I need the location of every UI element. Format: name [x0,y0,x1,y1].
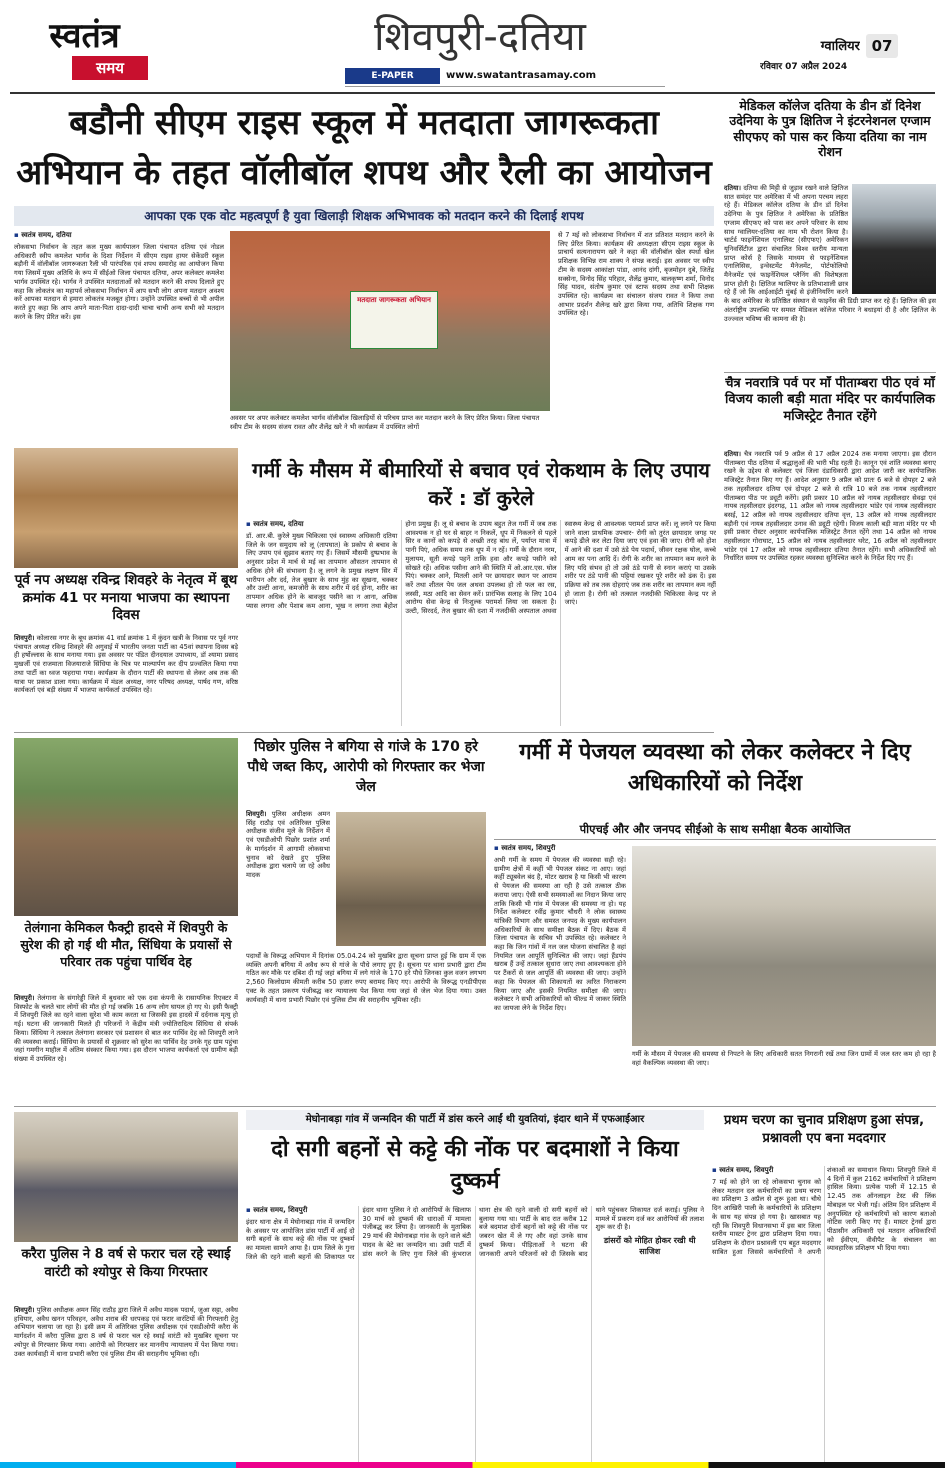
karera-headline: करैरा पुलिस ने 8 वर्ष से फरार चल रहे स्थाई वारंटी को श्योपुर से किया गिरफ्तार [21,1247,231,1280]
telangana-lead: शिवपुरी। [14,994,35,1002]
karera-lead: शिवपुरी। [14,1306,35,1314]
dance-body: इंदार थाना क्षेत्र में मेघोनाबड़ा गांव में जन्मदिन के अवसर पर आयोजित डांस पार्टी में आईं दो सगी बहनों के साथ कट्टे की नोंक पर दुष्कर्म का मामला सामने आया है। ग्राम जिले के गुना जिले की रहने वाली बहनों की शिकायत पर इंदार थाना पुलिस ने दो आरोपियों के खिलाफ 30 मार्च को दुष्कर्म की धाराओं में मामला पंजीबद्ध कर लिया है। जानकारी के मुताबिक 29 मार्च की मेघोनाबड़ा गांव के रहने वाले बंटी यादव के बेटे का जन्मदिन था। उसी पार्टी में डांस करने के लिए गुना जिले की कुंभराज थाना क्षेत्र की रहने वाली दो सगी बहनों को बुलाया गया था। पार्टी के बाद रात करीब 12 बजे बदमाश दोनों बहनों को कट्टे की नोंक पर जबरन खेत में ले गए और वहां उनके साथ दुष्कर्म किया। पीड़िताओं ने घटना की जानकारी अपने परिजनों को दी जिसके बाद थाने पहुंचकर शिकायत दर्ज कराई। पुलिस ने मामले में प्रकरण दर्ज कर आरोपियों की तलाश शुरू कर दी है। [246,1206,704,1261]
pichhore-body-bottom: पदार्थों के विरूद्ध अभियान में दिनांक 05.04.24 को मुखबिर द्वारा सूचना प्राप्त हुई कि ग्राम में एक व्यक्ति अपनी बगिया में अवैध रूप से गांजे के पौधे लगाए हुए है। सूचना पर थाना प्रभारी द्वारा टीम गठित कर मौके पर दबिश दी गई जहां बगिया में लगे गांजे के 170 हरे पौधे जिनका कुल वजन लगभग 2,560 किलोग्राम कीमती करीब 50 हजार रुपए बरामद किए गए। आरोपी के विरूद्ध एनडीपीएस एक्ट के तहत प्रकरण पंजीबद्ध कर न्यायालय पेश किया गया जहां से जेल भेज दिया गया। उक्त कार्यवाही में थाना प्रभारी पिछोर एवं पुलिस टीम की सराहनीय भूमिका रही। [246,952,486,1004]
website[interactable]: www.swatantrasamay.com [446,70,597,81]
lead-body-col1: लोकसभा निर्वाचन के तहत कल मुख्य कार्यपालन जिला पंचायत दतिया एवं नोडल अधिकारी स्वीप कमलेश भार्गव के दिशा निर्देशन में सीएम राइस हायर सेकेंडरी स्कूल बड़ौनी में वॉलीबॉल जागरूकता रैली भी पारंपरिक एवं शपथ समारोह का आयोजन किया गया जिसमें मुख्य अतिथि के रूप में सीईओ जिला पंचायत दतिया, अपर कलेक्टर कमलेश भार्गव उपस्थित रहे। भार्गव ने उपस्थित मतदाताओं को मतदान करने की शपथ दिलाते हुए कहा कि लोकतंत्र का महापर्व लोकसभा निर्वाचन में आप सभी लोग अपना मतदान अवश्य करें आपका मतदान से हमारा लोकतंत्र मजबूत होगा। उन्होंने उपस्थित बच्चों से भी अपील करते हुए कहा कि आप अपने माता-पिता दादा-दादी चाचा चाची अन्य सभी को मतदान करने के लिए प्रेरित करें। इस [14,243,224,321]
bjp-lead: शिवपुरी। [14,634,35,642]
logo [12,16,157,82]
logo-top: स्वतंत्र [49,16,120,56]
bjp-story [14,448,238,726]
water-story: गर्मी में पेजयल व्यवस्था को लेकर कलेक्टर ने दिए अधिकारियों को निर्देश पीएचई और और जनपद सीईओ के साथ समीक्षा बैठक आयोजित ▪ स्वतंत्र समय, शिवपुरी अभी गर्मी के समय में पेयजल की व्यवस्था सही रहे। ग्रामीण क्षेत्रों में कहीं भी पेयजल संकट ना आए। जहां कहीं ट्यूबवेल बंद है, मोटर खराब है या किसी भी कारण से पेयजल की समस्या आ रही है उसे तत्काल ठीक कराया जाए। ऐसी सभी समस्याओं का निदान किया जाए ताकि किसी भी गांव में पेयजल की समस्या ना हो। यह निर्देश कलेक्टर रवींद्र कुमार चौधरी ने लोक स्वास्थ्य यांत्रिकी विभाग और समस्त जनपद के मुख्य कार्यपालन अधिकारियों के साथ समीक्षा बैठक में दिए। बैठक में जिला पंचायत के सचिव भी उपस्थित रहे। कलेक्टर ने कहा कि जिन गांवों में नल जल योजना संचालित है वहां नियमित जल आपूर्ति सुनिश्चित की जाए। जहां हैंडपंप खराब हैं उन्हें तत्काल सुधारा जाए तथा आवश्यकता होने पर टैंकरों से जल आपूर्ति की व्यवस्था की जाए। उन्होंने कहा कि पेयजल की शिकायतों का त्वरित निराकरण किया जाए और इसकी नियमित समीक्षा की जाए। कलेक्टर ने सभी अधिकारियों को फील्ड में जाकर स्थिति का जायजा लेने के निर्देश दिए। गर्मी के मौसम में पेयजल की समस्या से निपटने के लिए अधिकारी सतत निगरानी रखें तथा जिन ग्रामों में जल स्तर कम हो रहा है वहां वैकल्पिक व्यवस्था की जाए। [494,738,936,1100]
bjp-body: कोलारस नगर के बूथ क्रमांक 41 वार्ड क्रमांक 1 में कुंदन खत्री के निवास पर पूर्व नगर पंचायत अध्यक्ष रविन्द्र शिवहरे की अगुवाई में भारतीय जनता पार्टी का 45वां स्थापना दिवस बड़े ही हर्षोल्लास के साथ मनाया गया। इस अवसर पर पंडित दीनदयाल उपाध्याय, डॉ श्यामा प्रसाद मुखर्जी एवं राजमाता विजयाराजे सिंधिया के चित्र पर माल्यार्पण कर दीप प्रज्वलित किया गया तथा पार्टी का ध्वज फहराया गया। कार्यक्रम के दौरान पार्टी की स्थापना से लेकर अब तक की यात्रा पर प्रकाश डाला गया। कार्यक्रम में मंडल अध्यक्ष, नगर परिषद अध्यक्ष, पार्षद गण, वरिष्ठ कार्यकर्ता एवं बड़ी संख्या में भाजपा कार्यकर्ता उपस्थित रहे। [14,634,238,695]
navratri-lead: दतिया। [724,450,741,458]
karera-body: पुलिस अधीक्षक अमन सिंह राठौड़ द्वारा जिले में अवैध मादक पदार्थ, जुआ सट्टा, अवैध हथियार, अवैध खनन परिवहन, अवैध शराब की धरपकड़ एवं फरार वारंटियों की गिरफ्तारी हेतु अभियान चलाया जा रहा है। इसी क्रम में अतिरिक्त पुलिस अधीक्षक एवं एसडीओपी करैरा के मार्गदर्शन में करैरा पुलिस द्वारा 8 वर्ष से फरार चल रहे स्थाई वारंटी को मुखबिर सूचना पर श्योपुर से गिरफ्तार किया गया। आरोपी को गिरफ्तार कर माननीय न्यायालय में पेश किया गया। उक्त कार्यवाही में थाना प्रभारी करैरा एवं पुलिस टीम की सराहनीय भूमिका रही। [14,1306,238,1358]
logo-bottom: समय [72,56,148,80]
dance-subhead: डांसरों को मोहित होकर रखी थी साजिश [603,1236,696,1256]
training-byline: ▪ स्वतंत्र समय, शिवपुरी [712,1166,821,1175]
pichhore-story [246,738,486,1100]
telangana-headline: तेलंगाना केमिकल फैक्ट्री हादसे में शिवपुरी के सुरेश की हो गई थी मौत, सिंधिया के प्रयासों से परिवार तक पहुंचा पार्थिव देह [20,920,232,969]
summer-headline: गर्मी के मौसम में बीमारियों से बचाव एवं रोकथाम के लिए उपाय करें : डॉ कुरेले [252,458,710,510]
karera-photo [14,1112,238,1242]
lead-subhead: आपका एक एक वोट महत्वपूर्ण है युवा खिलाड़ी शिक्षक अभिभावक को मतदान करने की दिलाई शपथ [14,206,714,226]
lead-caption: अवसर पर अपर कलेक्टर कमलेश भार्गव वॉलीबॉल खिलाड़ियों से परिचय प्राप्त कर मतदान करने के लिए प्रेरित किया। जिला पंचायत स्वीप टीम के सदस्य संजय रावत और शैलेंद्र खरे ने भी कार्यक्रम में उपस्थित लोगों [230,414,540,431]
medical-lead: दतिया। [724,184,741,192]
pichhore-body-top: पुलिस अधीक्षक अमन सिंह राठौड़ एवं अतिरिक्त पुलिस अधीक्षक संजीव मुले के निर्देशन में एवं एसडीओपी पिछोर प्रशांत शर्मा के मार्गदर्शन में आगामी लोकसभा चुनाव को देखते हुए पुलिस अधीक्षक द्वारा चलाये जा रहे अवैध मादक [246,810,330,879]
bjp-photo [14,448,238,568]
telangana-story [14,738,238,1100]
bjp-headline: पूर्व नप अध्यक्ष रविन्द्र शिवहरे के नेतृत्व में बूथ क्रमांक 41 पर मनाया भाजपा का स्थापना दिवस [14,572,238,624]
training-headline: प्रथम चरण का चुनाव प्रशिक्षण हुआ संपन्न, प्रश्नावली एप बना मददगार [723,1113,925,1147]
epaper-label: E-PAPER [345,68,440,84]
telangana-photo [14,738,238,916]
lead-byline: ▪ स्वतंत्र समय, दतिया [14,231,224,240]
edition-title: शिवपुरी-दतिया [374,14,586,60]
dance-story [246,1110,704,1462]
summer-story [246,456,716,726]
medical-body: दतिया की मिट्टी से जुड़ाव रखने वाले क्षितिज सात समंदर पार अमेरिका में भी अपना परचम लहरा रहे हैं। मेडिकल कॉलेज दतिया के डीन डॉ दिनेश उदेनिया के पुत्र क्षितिज ने अमेरिका के प्रतिष्ठित एग्जाम सीएफए को पास कर अपने परिवार के साथ साथ ग्वालियर-दतिया का नाम भी रोशन किया है। चार्टर्ड फाइनेंशियल एनालिस्ट (सीएफए) अमेरिकन यूनिवर्सिटीज द्वारा संचालित विश्व स्तरीय मान्यता प्राप्त कोर्स है जिसके माध्यम से फाइनेंशियल एनालिसिस, इन्वेस्टमेंट मैनेजमेंट, पोर्टफोलियो मैनेजमेंट एवं फाइनेंशियल प्लैनिंग की विशेषज्ञता प्राप्त होती है। क्षितिज ग्वालियर के प्रतिभाशाली छात्र रहे हैं जो कि आईआईटी मुंबई से इंजीनियरिंग करने के बाद अमेरिका के प्रतिष्ठित संस्थान से फाइनेंस की डिग्री प्राप्त कर रहे हैं। क्षितिज की इस अंतर्राष्ट्रीय उपलब्धि पर समस्त मेडिकल कॉलेज परिवार ने बधाइयां दी है और क्षितिज के उज्ज्वल भविष्य की कामना की है। [724,184,936,323]
navratri-story [724,376,936,736]
lead-body-col3: से 7 मई को लोकसभा निर्वाचन में शत प्रतिशत मतदान करने के लिए प्रेरित किया। कार्यक्रम की अध्यक्षता सीएम राइस स्कूल के प्राचार्य सत्यनारायण खरे ने कहा की वॉलीबॉल खेल स्पर्धा खेल प्रशिक्षक विभिन्न राम शाक्य ने संपन्न कराई। इस अवसर पर स्वीप टीम के सदस्य आकांक्षा पांडा, आनंद दांगी, बृजमोहन दुबे, जितेंद्र सक्सेना, विनोद सिंह परिहार, शैलेंद्र कुमार, बालकृष्ण शर्मा, विनोद सिंह यादव, संतोष कुमार एवं स्टाफ सदस्य तथा सभी शिक्षक उपस्थित रहे। कार्यक्रम का संचालन संजय रावत ने किया तथा आभार प्रदर्शन शैलेन्द्र खरे द्वारा किया गया, अतिथि शिक्षक गण उपस्थित रहे। [558,231,714,318]
lead-story [14,98,714,453]
medical-story [724,98,936,368]
city: ग्वालियर [820,39,860,54]
dance-headline: दो सगी बहनों से कट्टे की नोंक पर बदमाशों ने किया दुष्कर्म [271,1137,679,1194]
training-body: 7 मई को होने जा रहे लोकसभा चुनाव को लेकर मतदान दल कर्मचारियों का प्रथम चरण का प्रशिक्षण 3 अप्रैल से शुरू हुआ था। चौथे दिन आखिरी पाली के कर्मचारियों के प्रशिक्षण के साथ यह संपन्न हो गया है। खासबात यह रही कि शिवपुरी विधानसभा में इस बार जिला स्तरीय मास्टर ट्रेनर द्वारा प्रशिक्षण दिया गया। प्रशिक्षण के दौरान प्रश्नावली एप बहुत मददगार साबित हुआ जिससे कर्मचारियों ने अपनी शंकाओं का समाधान किया। शिवपुरी जिले में 4 दिनों में कुल 2162 कर्मचारियों ने प्रशिक्षण हासिल किया। प्रत्येक पाली में 12.15 से 12.45 तक ऑनलाइन टेस्ट की लिंक मोबाइल पर भेजी गई। अंतिम दिन प्रशिक्षण में अनुपस्थित रहे कर्मचारियों को कारण बताओ नोटिस जारी किए गए हैं। मास्टर ट्रेनर्स द्वारा पीठासीन अधिकारी एवं मतदान अधिकारियों को ईवीएम, वीवीपैट के संचालन का व्यावहारिक प्रशिक्षण भी दिया गया। [712,1166,936,1256]
color-registration-strip [0,1462,945,1468]
banner-text: मतदाता जागरूकता अभियान [357,296,431,304]
dance-byline: ▪ स्वतंत्र समय, शिवपुरी [246,1206,355,1215]
water-headline: गर्मी में पेजयल व्यवस्था को लेकर कलेक्टर ने दिए अधिकारियों को निर्देश [519,740,911,796]
banner [350,291,438,349]
summer-byline: ▪ स्वतंत्र समय, दतिया [246,520,397,529]
water-body: अभी गर्मी के समय में पेयजल की व्यवस्था सही रहे। ग्रामीण क्षेत्रों में कहीं भी पेयजल संकट ना आए। जहां कहीं ट्यूबवेल बंद है, मोटर खराब है या किसी भी कारण से पेयजल की समस्या आ रही है उसे तत्काल ठीक कराया जाए। ऐसी सभी समस्याओं का निदान किया जाए ताकि किसी भी गांव में पेयजल की समस्या ना हो। यह निर्देश कलेक्टर रवींद्र कुमार चौधरी ने लोक स्वास्थ्य यांत्रिकी विभाग और समस्त जनपद के मुख्य कार्यपालन अधिकारियों के साथ समीक्षा बैठक में दिए। बैठक में जिला पंचायत के सचिव भी उपस्थित रहे। कलेक्टर ने कहा कि जिन गांवों में नल जल योजना संचालित है वहां नियमित जल आपूर्ति सुनिश्चित की जाए। जहां हैंडपंप खराब हैं उन्हें तत्काल सुधारा जाए तथा आवश्यकता होने पर टैंकरों से जल आपूर्ति की व्यवस्था की जाए। उन्होंने कहा कि पेयजल की शिकायतों का त्वरित निराकरण किया जाए और इसकी नियमित समीक्षा की जाए। कलेक्टर ने सभी अधिकारियों को फील्ड में जाकर स्थिति का जायजा लेने के निर्देश दिए। [494,856,626,1012]
summer-body: डॉ. आर.बी. कुरेले मुख्य चिकित्सा एवं स्वास्थ्य अधिकारी दतिया जिले के जन समुदाय को लू (तापघात) के प्रकोप से बचाव के लिए उपाय एवं सुझाव बताए गए हैं। जिसमें मौसमी दुष्प्रभाव के अनुसार प्रदेश में मार्च से मई का तापमान औसतन तापमान से अधिक होने की संभावना है। लू लगने के प्रमुख लक्षण सिर में भारीपन और दर्द, तेज बुखार के साथ मुंह का सूखना, चक्कर और उल्टी आना, कमजोरी के साथ शरीर में दर्द होना, शरीर का तापमान अधिक होने के बावजूद पसीने का न आना, अधिक प्यास लगना और पेशाब कम आना, भूख न लगना तथा बेहोश होना प्रमुख हैं। लू से बचाव के उपाय बहुत तेज गर्मी में जब तक आवश्यक न हो घर से बाहर न निकलें, धूप में निकलने से पहले सिर व कानों को कपड़े से अच्छी तरह बांध लें, पर्याप्त मात्रा में पानी पिएं, अधिक समय तक धूप में न रहें। गर्मी के दौरान नरम, मुलायम, सूती कपड़े पहनें ताकि हवा और कपड़े पसीने को सोखते रहें। अधिक पसीना आने की स्थिति में ओ.आर.एस. घोल पिएं। चक्कर आने, मितली आने पर छायादार स्थान पर आराम करें तथा शीतल पेय जल अथवा उपलब्ध हो तो फल का रस, लस्सी, मठा आदि का सेवन करें। प्रारंभिक सलाह के लिए 104 आरोग्य सेवा केन्द्र से निःशुल्क परामर्श लिया जा सकता है। उल्टी, सिरदर्द, तेज बुखार की दशा में नजदीकी अस्पताल अथवा स्वास्थ्य केन्द्र से आवश्यक परामर्श प्राप्त करें। लू लगने पर किया जाने वाला प्राथमिक उपचार- रोगी को तुरंत छायादार जगह पर कपड़े ढीले कर लेटा दिया जाए एवं हवा की जाए। रोगी को होश में आने की दशा में उसे ठंडे पेय पदार्थ, जीवन रक्षक घोल, कच्चे आम का पना आदि दें। रोगी के शरीर का तापमान कम करने के लिए यदि संभव हो तो उसे ठंडे पानी से स्नान कराएं या उसके शरीर पर ठंडे पानी की पट्टियां रखकर पूरे शरीर को ढंक दें। इस प्रक्रिया को तब तक दोहराएं जब तक शरीर का तापमान कम नहीं हो जाता है। रोगी को तत्काल नजदीकी चिकित्सा केन्द्र पर ले जाएं। [246,520,716,616]
pichhore-headline: पिछोर पुलिस ने बगिया से गांजे के 170 हरे पौधे जब्त किए, आरोपी को गिरफ्तार कर भेजा जेल [247,739,485,795]
pichhore-lead: शिवपुरी। [246,810,267,818]
dance-kicker: मेघोनाबड़ा गांव में जन्मदिन की पार्टी में डांस करने आईं थी युवतियां, इंदार थाने में एफआईआर [246,1110,704,1130]
karera-story [14,1112,238,1462]
telangana-body: तेलंगाना के संगारेड्डी जिले में बुधवार को एक दवा कंपनी के रासायनिक रिएक्टर में विस्फोट के चलते चार लोगों की मौत हो गई जबकि 16 अन्य लोग घायल हो गए थे। इसी फैक्ट्री में शिवपुरी जिले का रहने वाला सुरेश भी काम करता था जिसकी इस हादसे में दर्दनाक मृत्यु हो गई। घटना की जानकारी मिलते ही परिजनों ने केंद्रीय मंत्री ज्योतिरादित्य सिंधिया से संपर्क किया। सिंधिया ने तत्काल तेलंगाना सरकार एवं प्रशासन से बात कर पार्थिव देह को शिवपुरी लाने की व्यवस्था कराई। सिंधिया के प्रयासों से शुक्रवार को सुरेश का पार्थिव देह उनके गृह ग्राम पहुंचा जहां गमगीन माहौल में अंतिम संस्कार किया गया। इस दौरान भाजपा कार्यकर्ता एवं ग्रामीण बड़ी संख्या में उपस्थित रहे। [14,994,238,1063]
page-number: 07 [866,34,898,58]
training-story [712,1112,936,1462]
pichhore-photo [336,812,486,946]
medical-headline: मेडिकल कॉलेज दतिया के डीन डॉ दिनेश उदेनिया के पुत्र क्षितिज ने इंटरनेशनल एग्जाम सीएफए को पास कर किया दतिया का नाम रोशन [729,98,931,159]
lead-headline: बडौनी सीएम राइस स्कूल में मतदाता जागरूकता अभियान के तहत वॉलीबॉल शपथ और रैली का आयोजन [16,103,712,193]
kshitij-photo [852,184,936,294]
navratri-headline: चैत्र नवरात्रि पर्व पर माँ पीताम्बरा पीठ एवं माँ विजय काली बड़ी माता मंदिर पर कार्यपालिक मजिस्ट्रेट तैनात रहेंगे [724,376,935,424]
navratri-body: चैत्र नवरात्रि पर्व 9 अप्रैल से 17 अप्रैल 2024 तक मनाया जाएगा। इस दौरान पीताम्बरा पीठ दतिया में श्रद्धालुओं की भारी भीड़ रहती है। कानून एवं शांति व्यवस्था बनाए रखने के उद्देश्य से कलेक्टर एवं जिला दंडाधिकारी द्वारा आदेश जारी कर कार्यपालिक मजिस्ट्रेट तैनात किए गए हैं। आदेश अनुसार 9 अप्रैल को प्रातः 6 बजे से दोपहर 2 बजे तक तहसीलदार दतिया एवं दोपहर 2 बजे से रात्रि 10 बजे तक नायब तहसीलदार पीताम्बरा पीठ पर ड्यूटी करेंगे। इसी प्रकार 10 अप्रैल को नायब तहसीलदार सेवढ़ा एवं नायब तहसीलदार इंदरगढ़, 11 अप्रैल को नायब तहसीलदार भांडेर एवं नायब तहसीलदार बसई, 12 अप्रैल को नायब तहसीलदार दतिया वृत्त, 13 अप्रैल को नायब तहसीलदार बड़ौनी एवं नायब तहसीलदार उनाव की ड्यूटी रहेगी। विजय काली बड़ी माता मंदिर पर भी इसी प्रकार रोस्टर अनुसार कार्यपालिक मजिस्ट्रेट तैनात रहेंगे तथा 14 अप्रैल को नायब तहसीलदार गोराघाट, 15 अप्रैल को नायब तहसीलदार थरेट, 16 अप्रैल को तहसीलदार भांडेर एवं 17 अप्रैल को नायब तहसीलदार दतिया तैनात रहेंगे। सभी अधिकारियों को निर्धारित समय पर उपस्थित रहकर व्यवस्था सुनिश्चित करने के निर्देश दिए गए हैं। [724,450,936,563]
masthead [0,0,945,90]
water-byline: ▪ स्वतंत्र समय, शिवपुरी [494,844,626,853]
date: रविवार 07 अप्रैल 2024 [760,62,848,72]
water-subhead: पीएचई और और जनपद सीईओ के साथ समीक्षा बैठक आयोजित [494,818,936,840]
lead-photo [230,231,550,411]
water-photo [632,846,936,1046]
